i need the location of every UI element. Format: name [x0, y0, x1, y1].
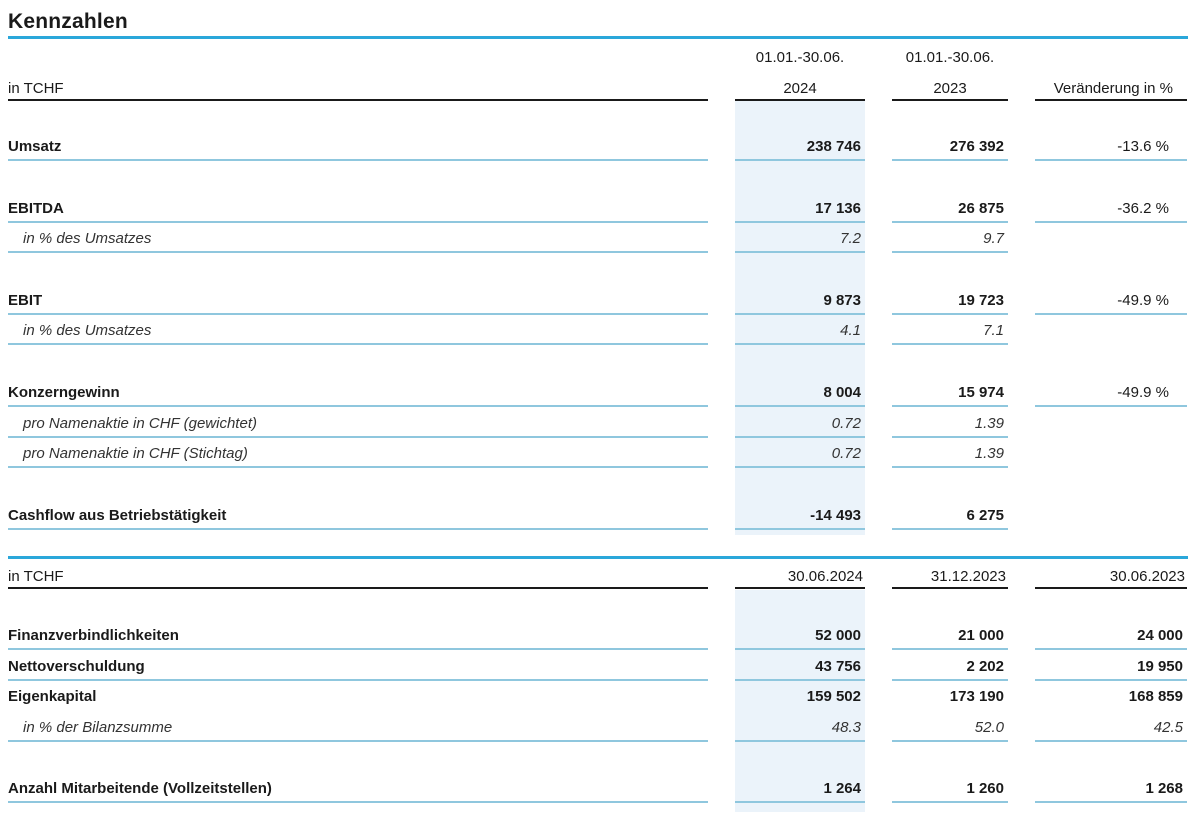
table-row-finanzverbindlichkeiten: [8, 589, 1188, 650]
row-label: pro Namenaktie in CHF (Stichtag): [8, 438, 708, 468]
row-label: in % der Bilanzsumme: [8, 709, 708, 742]
value-2024: 0.72: [735, 407, 865, 438]
table1-change-header: [1035, 45, 1187, 101]
row-label: Nettoverschuldung: [8, 650, 708, 681]
table2-header: [8, 560, 1188, 589]
value-2023: 9.7: [892, 223, 1008, 253]
value-col2: 52.0: [892, 709, 1008, 742]
table-row-nettoverschuldung: [8, 650, 1188, 681]
value-2023: 7.1: [892, 315, 1008, 345]
value-col2: 2 202: [892, 650, 1008, 681]
table-row-eps-stichtag: [8, 438, 1188, 468]
row-label: Finanzverbindlichkeiten: [8, 589, 708, 650]
date-label: 31.12.2023: [930, 568, 1006, 585]
table1-col-2023-header: [892, 45, 1008, 101]
table1-unit-header: [8, 45, 708, 101]
date-label: 30.06.2023: [1109, 568, 1185, 585]
value-change: [1035, 407, 1187, 438]
value-2024: 9 873: [735, 253, 865, 315]
row-label: EBITDA: [8, 161, 708, 223]
table-row-konzerngewinn: [8, 345, 1188, 407]
row-label: EBIT: [8, 253, 708, 315]
value-col3: 1 268: [1035, 742, 1187, 803]
value-col1: 43 756: [735, 650, 865, 681]
value-change: -49.9 %: [1035, 253, 1187, 315]
value-col3: 42.5: [1035, 709, 1187, 742]
value-col2: 21 000: [892, 589, 1008, 650]
value-col3: 19 950: [1035, 650, 1187, 681]
table1-col-2024-header: [735, 45, 865, 101]
row-label: pro Namenaktie in CHF (gewichtet): [8, 407, 708, 438]
table2-unit-header: [8, 560, 708, 589]
value-2024: 0.72: [735, 438, 865, 468]
table1-header: [8, 45, 1188, 101]
value-2024: 238 746: [735, 101, 865, 161]
table-row-ebit: [8, 253, 1188, 315]
page-title: Kennzahlen: [8, 10, 128, 33]
table2-body: [8, 589, 1188, 803]
row-label: Anzahl Mitarbeitende (Vollzeitstellen): [8, 742, 708, 803]
value-change: [1035, 223, 1187, 253]
value-col2: 173 190: [949, 688, 1004, 705]
row-label: Konzerngewinn: [8, 345, 708, 407]
value-2023: 15 974: [892, 345, 1008, 407]
table-row-ebitda: [8, 161, 1188, 223]
row-label: Cashflow aus Betriebstätigkeit: [8, 468, 708, 530]
value-2023: 26 875: [892, 161, 1008, 223]
section-divider: [8, 556, 1188, 559]
unit-label: in TCHF: [8, 568, 64, 585]
row-label: in % des Umsatzes: [8, 223, 708, 253]
value-2024: 17 136: [735, 161, 865, 223]
table-row-eigenkapital-quote: [8, 709, 1188, 742]
unit-label: in TCHF: [8, 80, 64, 97]
value-change: -49.9 %: [1035, 345, 1187, 407]
value-2024: 4.1: [735, 315, 865, 345]
value-2023: 276 392: [892, 101, 1008, 161]
value-2023: 6 275: [892, 468, 1008, 530]
table1-body: [8, 101, 1188, 530]
table-row-umsatz: [8, 101, 1188, 161]
table2-col3-header: [1035, 560, 1187, 589]
year-label: 2024: [783, 80, 817, 97]
table2-col2-header: [892, 560, 1008, 589]
value-change: -36.2 %: [1035, 161, 1187, 223]
value-col1: 1 264: [735, 742, 865, 803]
date-label: 30.06.2024: [787, 568, 863, 585]
change-label: Veränderung in %: [1053, 80, 1173, 97]
value-col1: 48.3: [735, 709, 865, 742]
value-col2: 1 260: [892, 742, 1008, 803]
period-label: 01.01.-30.06.: [755, 49, 845, 66]
value-2024: -14 493: [735, 468, 865, 530]
value-2023: 1.39: [892, 438, 1008, 468]
value-2024: 7.2: [735, 223, 865, 253]
period-label: 01.01.-30.06.: [905, 49, 995, 66]
value-col3: 24 000: [1035, 589, 1187, 650]
table-row-ebit-margin: [8, 315, 1188, 345]
value-change: [1035, 438, 1187, 468]
value-change: [1035, 468, 1187, 530]
value-2023: 1.39: [892, 407, 1008, 438]
row-label: in % des Umsatzes: [8, 315, 708, 345]
table2-col1-header: [735, 560, 865, 589]
title-divider: [8, 36, 1188, 39]
value-2023: 19 723: [892, 253, 1008, 315]
value-change: -13.6 %: [1035, 101, 1187, 161]
year-label: 2023: [933, 80, 967, 97]
value-change: [1035, 315, 1187, 345]
table-row-cashflow: [8, 468, 1188, 530]
value-2024: 8 004: [735, 345, 865, 407]
row-label: Eigenkapital: [8, 688, 97, 705]
table-row-eps-gewichtet: [8, 407, 1188, 438]
table-row-eigenkapital: [8, 681, 1188, 709]
table-row-mitarbeitende: [8, 742, 1188, 803]
table-row-ebitda-margin: [8, 223, 1188, 253]
value-col1: 52 000: [735, 589, 865, 650]
value-col1: 159 502: [806, 688, 861, 705]
row-label: Umsatz: [8, 101, 708, 161]
value-col3: 168 859: [1128, 688, 1183, 705]
